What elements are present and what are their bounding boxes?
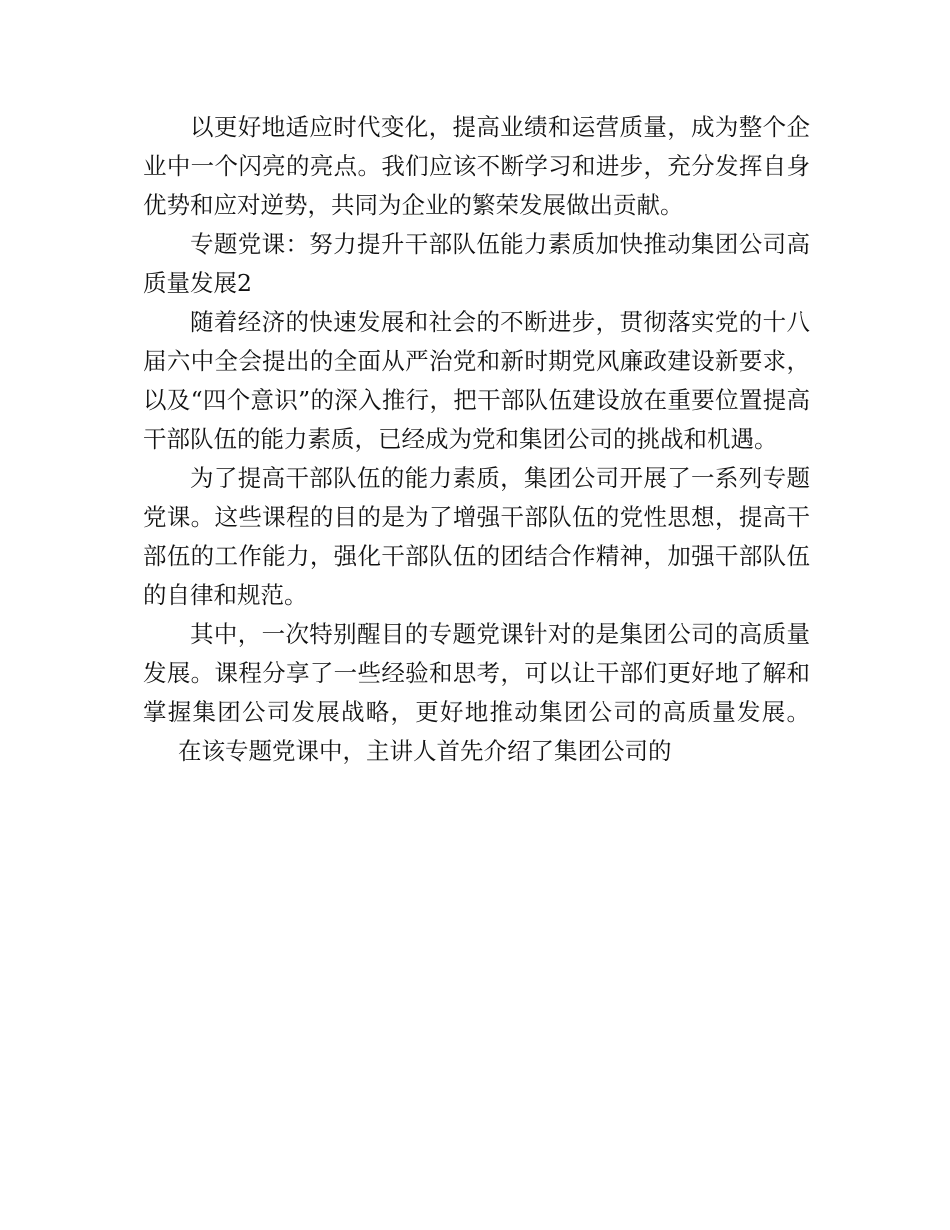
document-body [143,108,810,771]
paragraph-continuation-text: 在该专题党课中，主讲人首先介绍了集团公司的 [178,737,672,765]
paragraph-highlight [143,615,810,771]
paragraph-background: 随着经济的快速发展和社会的不断进步，贯彻落实党的十八届六中全会提出的全面从严治党和新时期党风廉政建设新要求，以及“四个意识”的深入推行，把干部队伍建设放在重要位置提高干部队伍的能力素质，已经成为党和集团公司的挑战和机遇。 [143,308,810,453]
paragraph-intro: 以更好地适应时代变化，提高业绩和运营质量，成为整个企业中一个闪亮的亮点。我们应该不断学习和进步，充分发挥自身优势和应对逆势，共同为企业的繁荣发展做出贡献。 [143,113,810,219]
paragraph-courses: 为了提高干部队伍的能力素质，集团公司开展了一系列专题党课。这些课程的目的是为了增强干部队伍的党性思想，提高干部伍的工作能力，强化干部队伍的团结合作精神，加强干部队伍的自律和规范。 [143,464,810,609]
paragraph-highlight-text: 其中，一次特别醒目的专题党课针对的是集团公司的高质量发展。课程分享了一些经验和思考，可以让干部们更好地了解和掌握集团公司发展战略，更好地推动集团公司的高质量发展。 [143,620,810,726]
section-title: 专题党课：努力提升干部队伍能力素质加快推动集团公司高质量发展2 [143,230,810,297]
